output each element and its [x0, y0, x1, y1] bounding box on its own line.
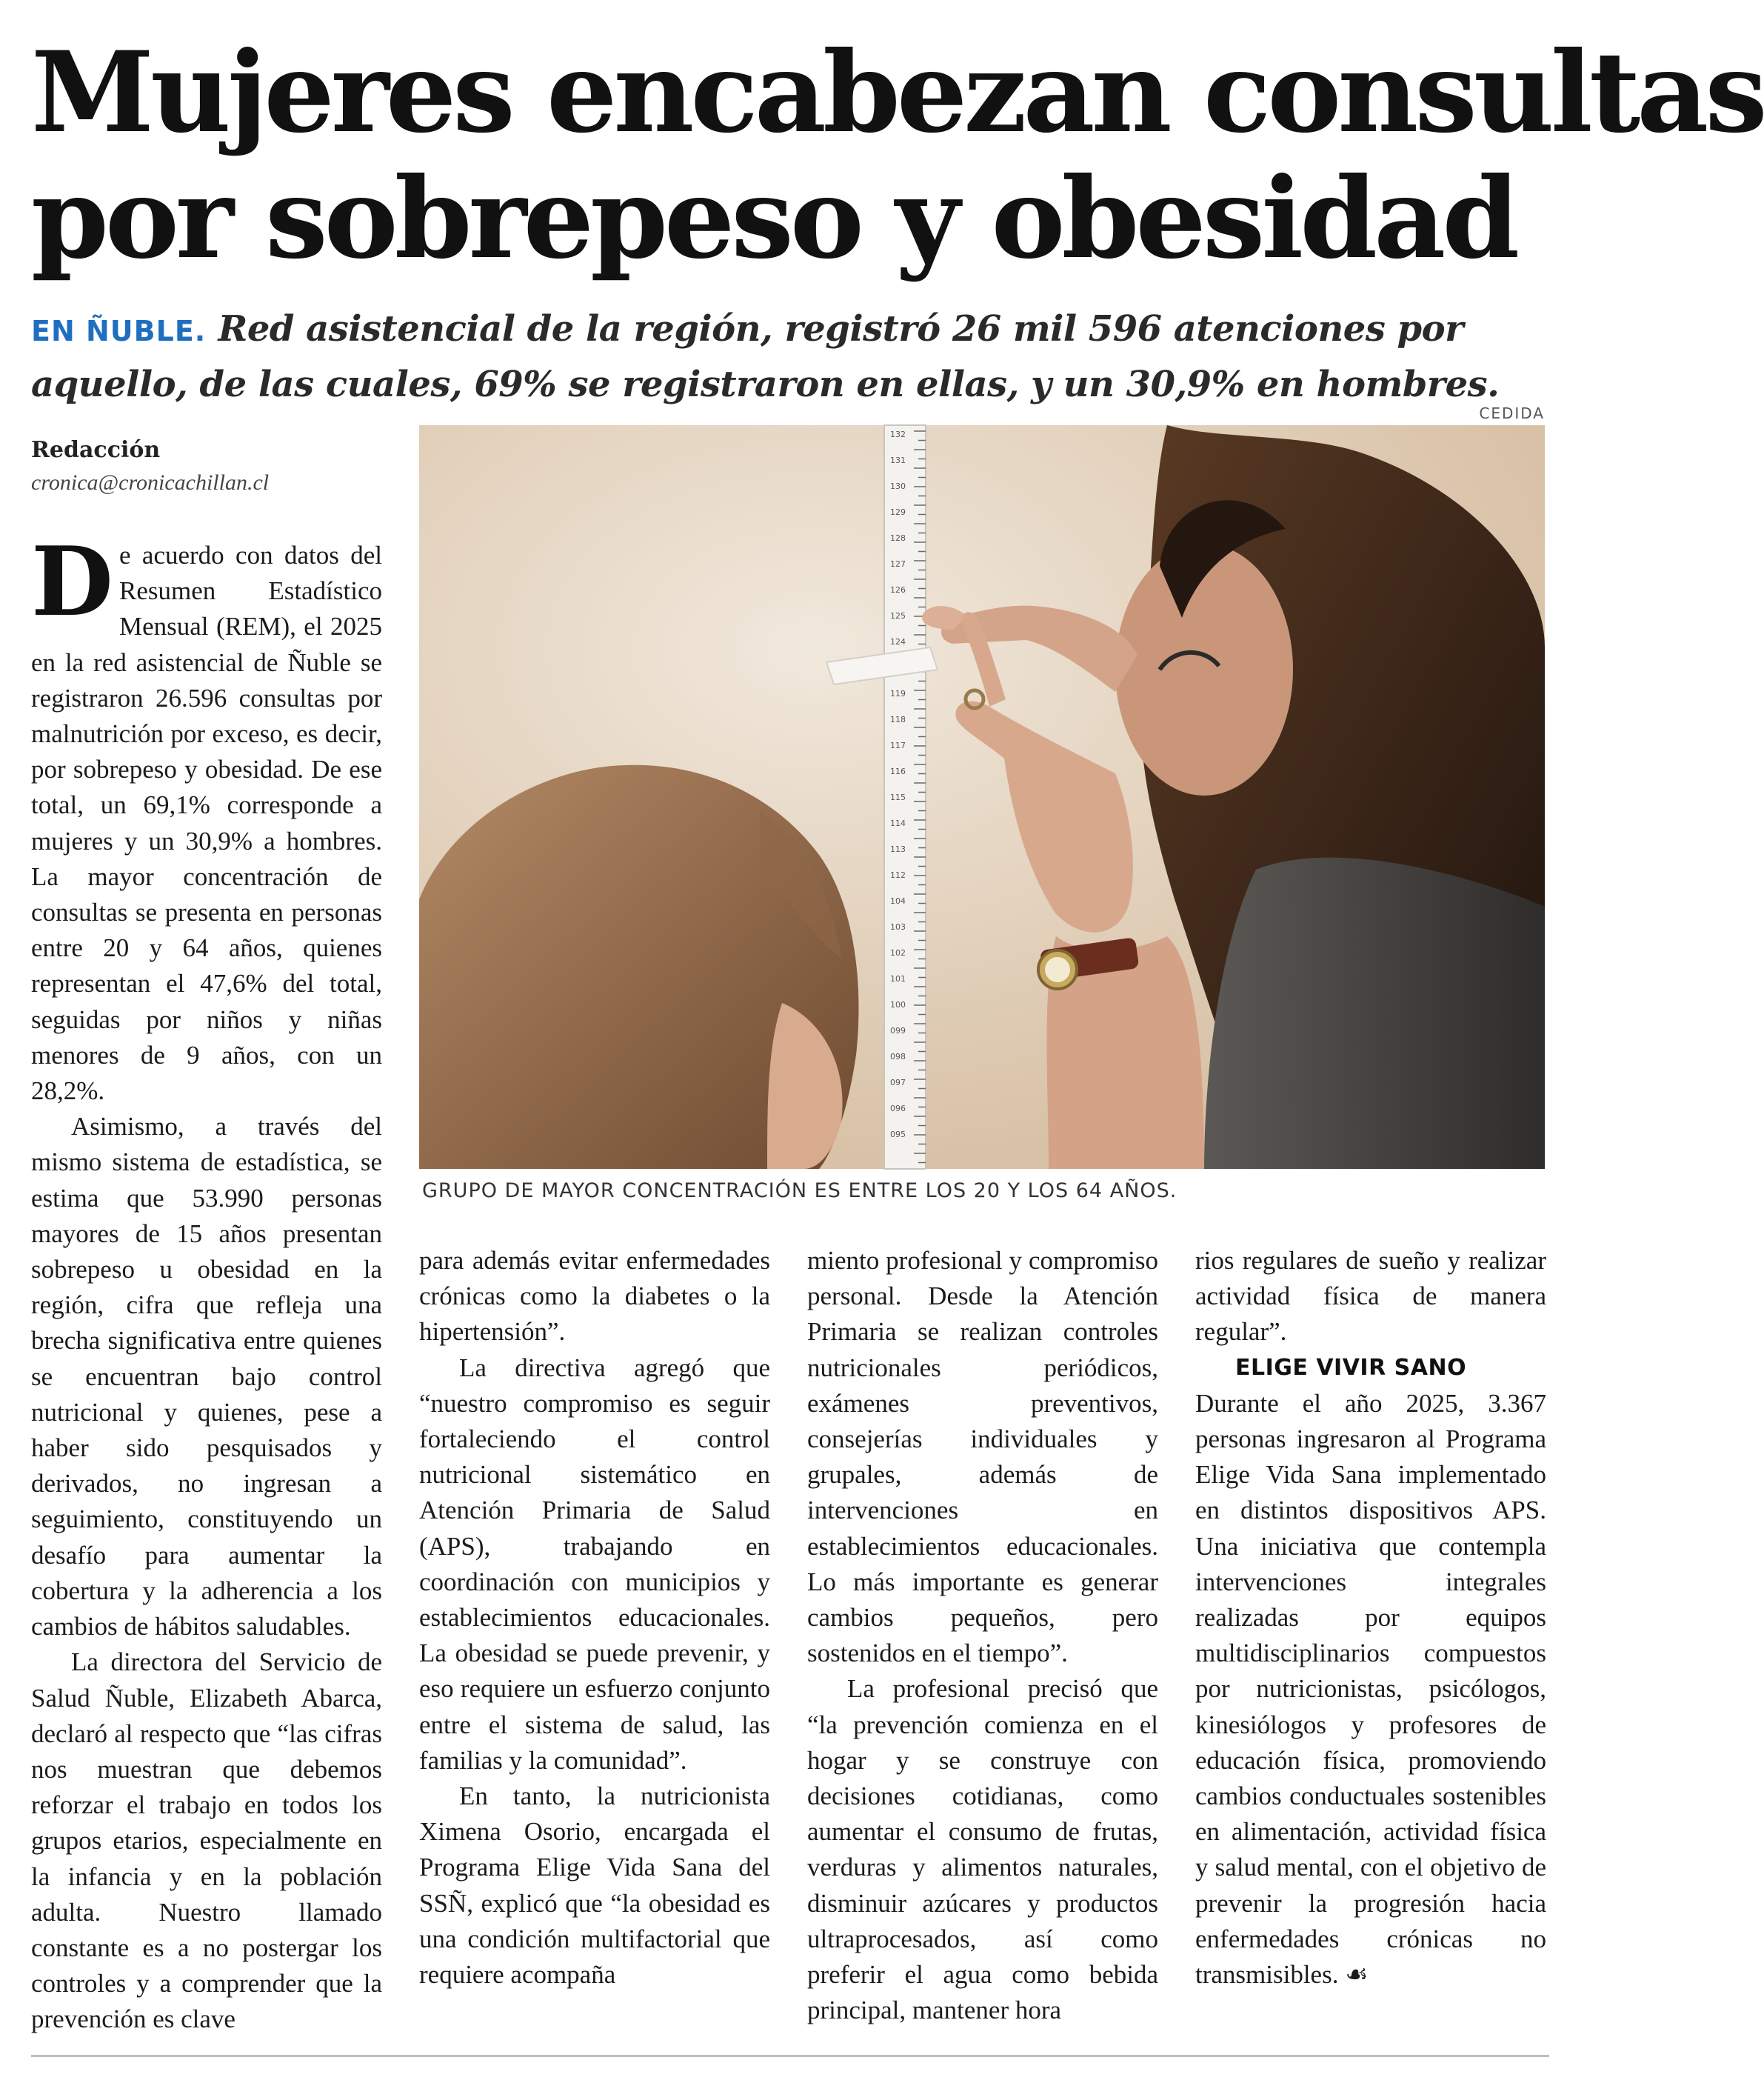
paragraph-2: Asimismo, a través del mismo sistema de estadística, se estima que 53.990 personas mayores de 15 años presentan sobrepeso u obesidad en la región, cifra que refleja una brecha significativa entre quienes se encuentran bajo control nutricional y quienes, pese a haber sido pesquisados y derivados, no ingresan a seguimiento, constituyendo un desafío para aumentar la cobertura y la adherencia a los cambios de hábitos saludables.	[31, 1112, 382, 1641]
paragraph-6-part-1: La profesional precisó que “la prevención comienza en el hogar y se construye con decisiones cotidianas, como aumentar el consumo de frutas, verduras y alimentos naturales, disminuir azúcares y productos ultraprocesados, así como preferir el agua como bebida principal, mantener hora	[807, 1674, 1158, 2025]
ruler-label: 117	[890, 741, 906, 750]
ruler-label: 125	[890, 611, 906, 621]
ruler-label: 132	[890, 430, 906, 439]
paragraph-1-text: e acuerdo con datos del Resumen Estadístico Mensual (REM), el 2025 en la red asistencial de Ñuble se registraron 26.596 consultas por malnutrición por exceso, es decir, por sobrepeso y obesidad. De ese total, un 69,1% corresponde a mujeres y un 30,9% a hombres. La mayor concentración de consultas se presenta en personas entre 20 y 64 años, quienes representan el 47,6% del total, seguidas por niños y niñas menores de 9 años, con un 28,2%.	[31, 541, 382, 1106]
ruler-label: 103	[890, 922, 906, 932]
author-email: cronica@cronicachillan.cl	[31, 470, 270, 495]
paragraph-3-part-2: para además evitar enfermedades crónicas como la diabetes o la hipertensión”.	[419, 1246, 770, 1347]
deck	[31, 302, 1557, 411]
drop-cap: D	[31, 527, 113, 638]
text-column-1	[31, 527, 382, 2038]
ruler-label: 114	[890, 819, 906, 828]
ruler-label: 115	[890, 793, 906, 802]
ruler-label: 113	[890, 844, 906, 854]
paragraph-4: La directiva agregó que “nuestro compromiso es seguir fortaleciendo el control nutricional sistemático en Atención Primaria de Salud (APS), trabajando en coordinación con municipios y establecimientos educacionales. La obesidad se puede prevenir, y eso requiere un esfuerzo conjunto entre el sistema de salud, las familias y la comunidad”.	[419, 1353, 770, 1775]
deck-text: Red asistencial de la región, registró 26 mil 596 atenciones por aquello, de las cuales, 69% se registraron en ellas, y un 30,9% en hombres.	[31, 308, 1500, 405]
paragraph-7	[1195, 1386, 1546, 1993]
photo-illustration	[419, 425, 1545, 1169]
section-subhead: ELIGE VIVIR SANO	[1235, 1354, 1467, 1381]
paragraph-5-part-2: miento profesional y compromiso personal. Desde la Atención Primaria se realizan controles nutricionales periódicos, exámenes preventivos, consejerías individuales y grupales, además de intervenciones en establecimientos educacionales. Lo más importante es generar cambios pequeños, pero sostenidos en el tiempo”.	[807, 1246, 1158, 1668]
ruler-label: 097	[890, 1078, 906, 1087]
photo-caption: GRUPO DE MAYOR CONCENTRACIÓN ES ENTRE LOS 20 Y LOS 64 AÑOS.	[422, 1179, 1177, 1202]
article-photo	[419, 425, 1545, 1169]
ruler-label: 101	[890, 974, 906, 984]
ruler-label: 102	[890, 948, 906, 958]
ruler-label: 128	[890, 533, 906, 543]
ruler-label: 118	[890, 715, 906, 724]
ruler-label: 104	[890, 896, 906, 906]
deck-location-tag: EN ÑUBLE.	[31, 315, 207, 347]
paragraph-5-part-1: En tanto, la nutricionista Ximena Osorio, encargada el Programa Elige Vida Sana del SSÑ, explicó que “la obesidad es una condición multifactorial que requiere acompaña	[419, 1781, 770, 1990]
ruler-label: 130	[890, 481, 906, 491]
end-mark-icon: ☙	[1345, 1960, 1369, 1990]
ruler-label: 096	[890, 1104, 906, 1113]
author-name: Redacción	[31, 437, 161, 463]
ruler-label: 129	[890, 507, 906, 517]
text-column-3	[807, 1243, 1158, 2028]
ruler-label: 098	[890, 1052, 906, 1061]
text-column-4	[1195, 1243, 1546, 1993]
text-column-2	[419, 1243, 770, 1993]
ruler-label: 112	[890, 870, 906, 880]
ruler-label: 131	[890, 456, 906, 465]
headline-line-1: Mujeres encabezan consultas	[31, 27, 1764, 158]
byline	[31, 437, 387, 496]
ruler-label: 095	[890, 1130, 906, 1139]
ruler-label: 100	[890, 1000, 906, 1010]
headline-line-2: por sobrepeso y obesidad	[31, 153, 1517, 284]
photo-credit: CEDIDA	[1479, 404, 1545, 422]
headline	[31, 27, 1764, 284]
paragraph-6-part-2: rios regulares de sueño y realizar actividad física de manera regular”.	[1195, 1246, 1546, 1347]
bottom-rule	[31, 2055, 1549, 2057]
ruler-label: 127	[890, 559, 906, 569]
paragraph-3-part-1: La directora del Servicio de Salud Ñuble, Elizabeth Abarca, declaró al respecto que “las cifras nos muestran que debemos reforzar el trabajo en todos los grupos etarios, especialmente en la infancia y en la población adulta. Nuestro llamado constante es a no postergar los controles y a comprender que la prevención es clave	[31, 1647, 382, 2034]
ruler-label: 124	[890, 637, 906, 647]
paragraph-1	[31, 527, 382, 1109]
ruler-label: 119	[890, 689, 906, 699]
ruler-label: 126	[890, 585, 906, 595]
paragraph-7-text: Durante el año 2025, 3.367 personas ingresaron al Programa Elige Vida Sana implementado en distintos dispositivos APS. Una iniciativa que contempla intervenciones integrales realizadas por equipos multidisciplinarios compuestos por nutricionistas, psicólogos, kinesiólogos y profesores de educación física, promoviendo cambios conductuales sostenibles en alimentación, actividad física y salud mental, con el objetivo de prevenir la progresión hacia enfermedades crónicas no transmisibles.	[1195, 1388, 1546, 1990]
ruler-label: 099	[890, 1026, 906, 1036]
ruler-label: 116	[890, 767, 906, 776]
